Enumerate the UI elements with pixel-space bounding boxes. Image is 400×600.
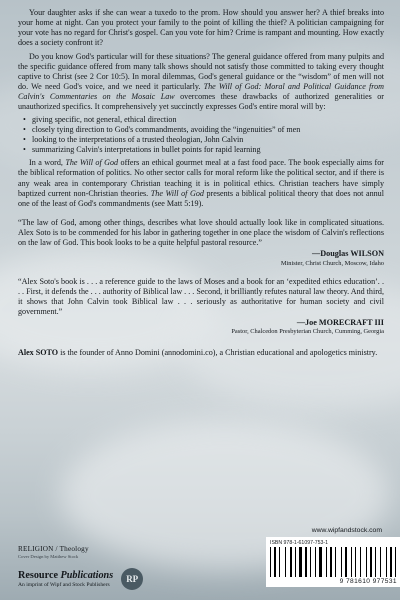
endorser-name: —Douglas WILSON — [312, 249, 384, 259]
barcode-bars — [270, 547, 397, 577]
category-label: RELIGION / Theology — [18, 545, 89, 553]
endorser-role: Pastor, Chalcedon Presbyterian Church, Cumming, Georgia — [231, 328, 384, 336]
book-title-italic: The Will of God: Moral and Political Guidance from Calvin's Commentaries on the Mosaic Law — [18, 82, 384, 102]
publisher-block — [18, 545, 218, 590]
author-name: Alex SOTO — [18, 348, 59, 358]
summary-paragraph: In a word, The Will of God offers an ethical gourmet meal at a fast food pace. The book especially aims for the biblical reformation of politics. No other sector calls for moral reform like the political sector, and if there is any weak area in contemporary Christian teaching it is in political ethics. Christian teachers have simply baptized current non-Christian theories. The Will of God presents a biblical political theory that does not annul one of the least of God's commandments (see Matt 5:19). — [18, 158, 384, 208]
blurb-text — [18, 8, 384, 359]
book-title-italic: The Will of God — [65, 158, 119, 168]
barcode-digits: 9 781610 977531 — [339, 578, 397, 585]
isbn-barcode — [266, 537, 400, 587]
barcode-block — [266, 527, 397, 588]
author-bio: Alex SOTO is the founder of Anno Domini (annodomini.co), a Christian educational and apologetics ministry. — [18, 348, 378, 358]
isbn-label: ISBN 978-1-61097-753-1 — [270, 540, 328, 546]
feature-item: • giving specific, not general, ethical direction — [32, 115, 384, 125]
cover-design-credit: Cover Design by Matthew Stock — [18, 554, 79, 559]
feature-list — [18, 115, 384, 156]
rp-logo-icon: RP — [121, 568, 143, 590]
publisher-name: Resource Publications — [18, 570, 114, 581]
publisher-imprint: An imprint of Wipf and Stock Publishers — [18, 582, 110, 588]
endorser-name: —Joe MORECRAFT III — [296, 318, 384, 328]
feature-item: • looking to the interpretations of a trusted theologian, John Calvin — [32, 135, 384, 145]
endorsement-quote: “The law of God, among other things, describes what love should actually look like in complicated situations. Alex Soto is to be commended for his labor in gathering together in one place the wisdom of Calvin's reflections on the law of God. This book looks to be a quite helpful pastoral resource.” — [18, 217, 384, 248]
feature-item: • closely tying direction to God's commandments, avoiding the “ingenuities” of men — [32, 125, 384, 135]
intro-paragraph: Your daughter asks if she can wear a tuxedo to the prom. How should you answer her? A thief breaks into your home at night. Can you protect your family to the point of killing the thief? A politician campaigning for your vote has no regard for Christ's gospel. Can you vote for him? Crime is rampant and mounting. How exactly does a society confront it? — [18, 8, 384, 48]
publisher-logo — [18, 568, 218, 590]
publisher-website: www.wipfandstock.com — [311, 527, 382, 534]
guidance-paragraph: Do you know God's particular will for these situations? The general guidance offered from many pulpits and the specific guidance offered from many talk shows should not satisfy those committed to taking every thought captive to Christ (see 2 Cor 10:5). In moral dilemmas, God's general guidance or the “wisdom” of men will not do. We need God's voice, and we need it particularly. The Will of God: Moral and Political Guidance from Calvin's Commentaries on the Mosaic Law overcomes these drawbacks of authorized generalities or unauthorized specifics. It comprehensively yet succinctly expresses God's entire moral will by: — [18, 51, 385, 112]
endorser-role: Minister, Christ Church, Moscow, Idaho — [280, 259, 384, 267]
endorsement-quote: “Alex Soto's book is . . . a reference guide to the laws of Moses and a book for an ‘expedited ethics education’. . . . First, it defends the . . . authority of Biblical law . . . Second, it brilliantly refutes natural law theory. And third, it shows that John Calvin took Biblical law . . . seriously as authoritative for human society and civil government.” — [18, 276, 384, 317]
feature-item: • summarizing Calvin's interpretations in bullet points for rapid learning — [32, 145, 384, 155]
book-title-italic: The Will of God — [150, 188, 204, 198]
